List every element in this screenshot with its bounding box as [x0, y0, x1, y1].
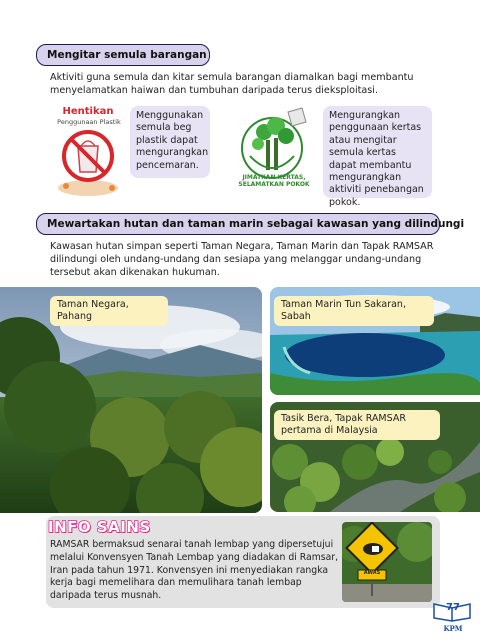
- plastic-reuse-text: Menggunakan semula beg plastik dapat mengurangkan pencemaran.: [136, 110, 209, 171]
- protected-areas-paragraph: Kawasan hutan simpan seperti Taman Negara, Taman Marin dan Tapak RAMSAR dilindungi oleh undang-undang dan sesiapa yang melanggar undang-undang tersebut akan dikenakan hukuman.: [50, 241, 434, 278]
- page-number: 77: [446, 602, 460, 613]
- tapir-sign-label: AWAS: [363, 570, 381, 576]
- paper-recycle-card: [323, 106, 432, 208]
- caption-taman-marin: Taman Marin Tun Sakaran, Sabah: [274, 296, 434, 326]
- stop-plastic-subtitle: Penggunaan Plastik: [57, 118, 121, 126]
- tapir-sign-photo: [342, 522, 432, 602]
- section-heading-protected-areas: Mewartakan hutan dan taman marin sebagai kawasan yang dilindungi: [36, 213, 440, 235]
- info-title: INFO SAINS: [48, 518, 151, 536]
- section-heading-recycling: Mengitar semula barangan: [36, 44, 210, 66]
- plastic-reuse-card: [130, 106, 210, 178]
- stop-plastic-title: Hentikan: [62, 106, 114, 117]
- save-paper-logo-text: JIMATKAN KERTAS, SELAMATKAN POKOK: [238, 174, 310, 188]
- caption-taman-negara: Taman Negara, Pahang: [50, 296, 168, 326]
- info-text: RAMSAR bermaksud senarai tanah lembap yang dipersetujui melalui Konvensyen Tanah Lembap yang diadakan di Ramsar, Iran pada tahun 1971. Konvensyen ini menyediakan rangka kerja bagi memelihara dan memulihara tanah lembap daripada terus musnah.: [50, 539, 339, 602]
- paper-recycle-text: Mengurangkan penggunaan kertas atau mengitar semula kertas dapat membantu mengurangkan aktiviti penebangan pokok.: [329, 110, 424, 208]
- caption-tasik-bera: Tasik Bera, Tapak RAMSAR pertama di Malaysia: [274, 410, 440, 440]
- publisher-label: KPM: [443, 624, 463, 633]
- recycling-paragraph: Aktiviti guna semula dan kitar semula barangan diamalkan bagi membantu menyelamatkan haiwan dan tumbuhan daripada terus dieksploitasi.: [50, 72, 414, 96]
